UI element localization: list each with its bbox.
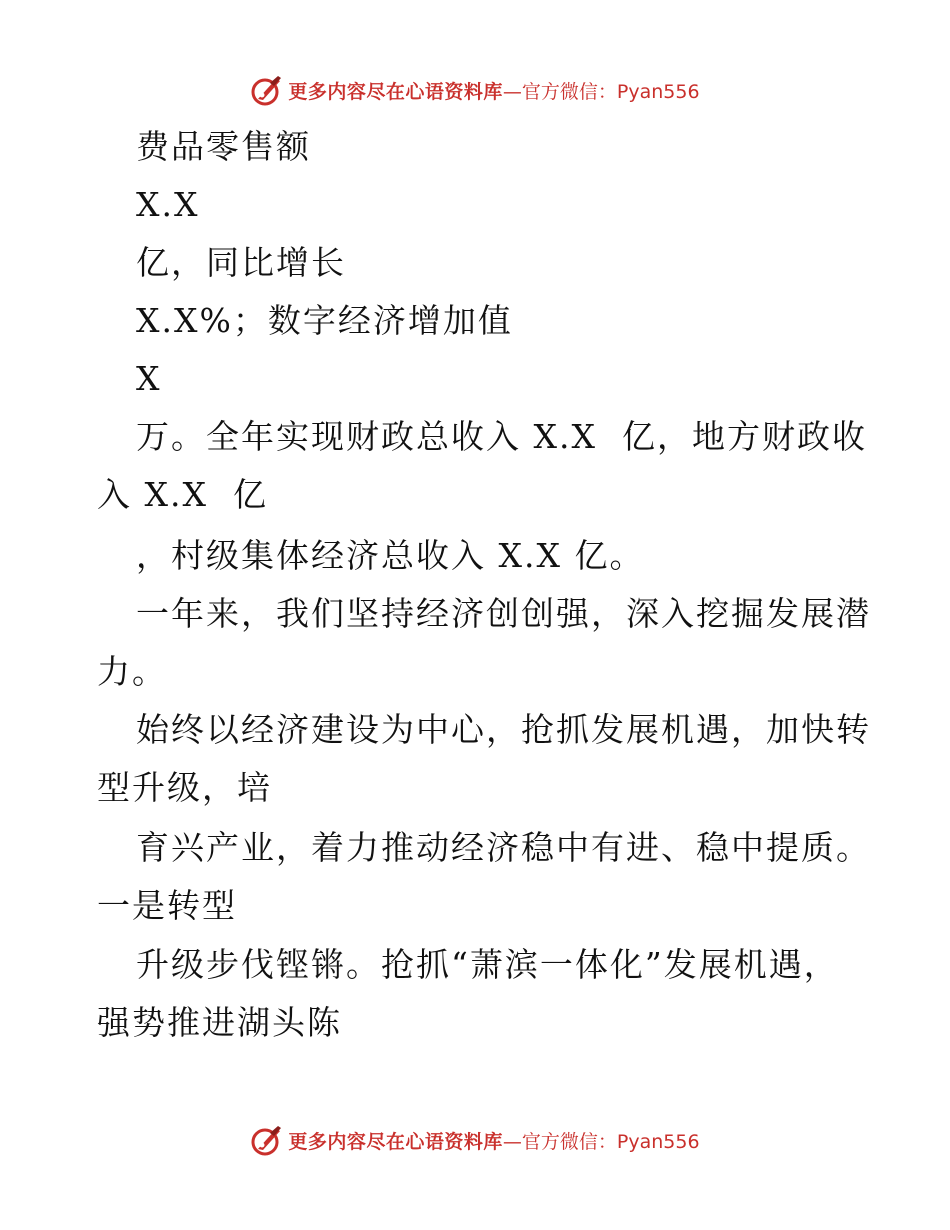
text-line: 万。全年实现财政总收入 X.X 亿，地方财政收 [136, 417, 867, 456]
text-line: 始终以经济建设为中心，抢抓发展机遇，加快转 [136, 710, 871, 749]
text-line: 升级步伐铿锵。抢抓“萧滨一体化”发展机遇， [136, 945, 839, 984]
text-line: 一年来，我们坚持经济创创强，深入挖掘发展潜 [136, 594, 871, 633]
text-line: 强势推进湖头陈 [97, 1003, 342, 1042]
text-line: 费品零售额 [136, 127, 311, 166]
footer-banner [0, 1120, 950, 1160]
header-banner [0, 70, 950, 110]
text-line: 入 X.X 亿 [97, 475, 268, 514]
header-banner-text: 更多内容尽在心语资料库 [288, 80, 503, 103]
text-line: 一是转型 [97, 886, 237, 925]
quill-pen-logo-icon [250, 1123, 284, 1157]
text-line: 力。 [97, 652, 167, 691]
text-line: 亿，同比增长 [136, 243, 346, 282]
header-banner-contact: —官方微信：Pyan556 [502, 80, 700, 103]
text-line: X.X%；数字经济增加值 [136, 301, 513, 340]
text-line: 育兴产业，着力推动经济稳中有进、稳中提质。 [136, 828, 871, 867]
text-line: X [136, 359, 162, 398]
quill-pen-logo-icon [250, 73, 284, 107]
footer-banner-text: 更多内容尽在心语资料库 [288, 1130, 503, 1153]
text-line: ，村级集体经济总收入 X.X 亿。 [136, 536, 645, 575]
footer-banner-contact: —官方微信：Pyan556 [502, 1130, 700, 1153]
text-line: X.X [136, 185, 200, 224]
text-line: 型升级，培 [97, 768, 272, 807]
